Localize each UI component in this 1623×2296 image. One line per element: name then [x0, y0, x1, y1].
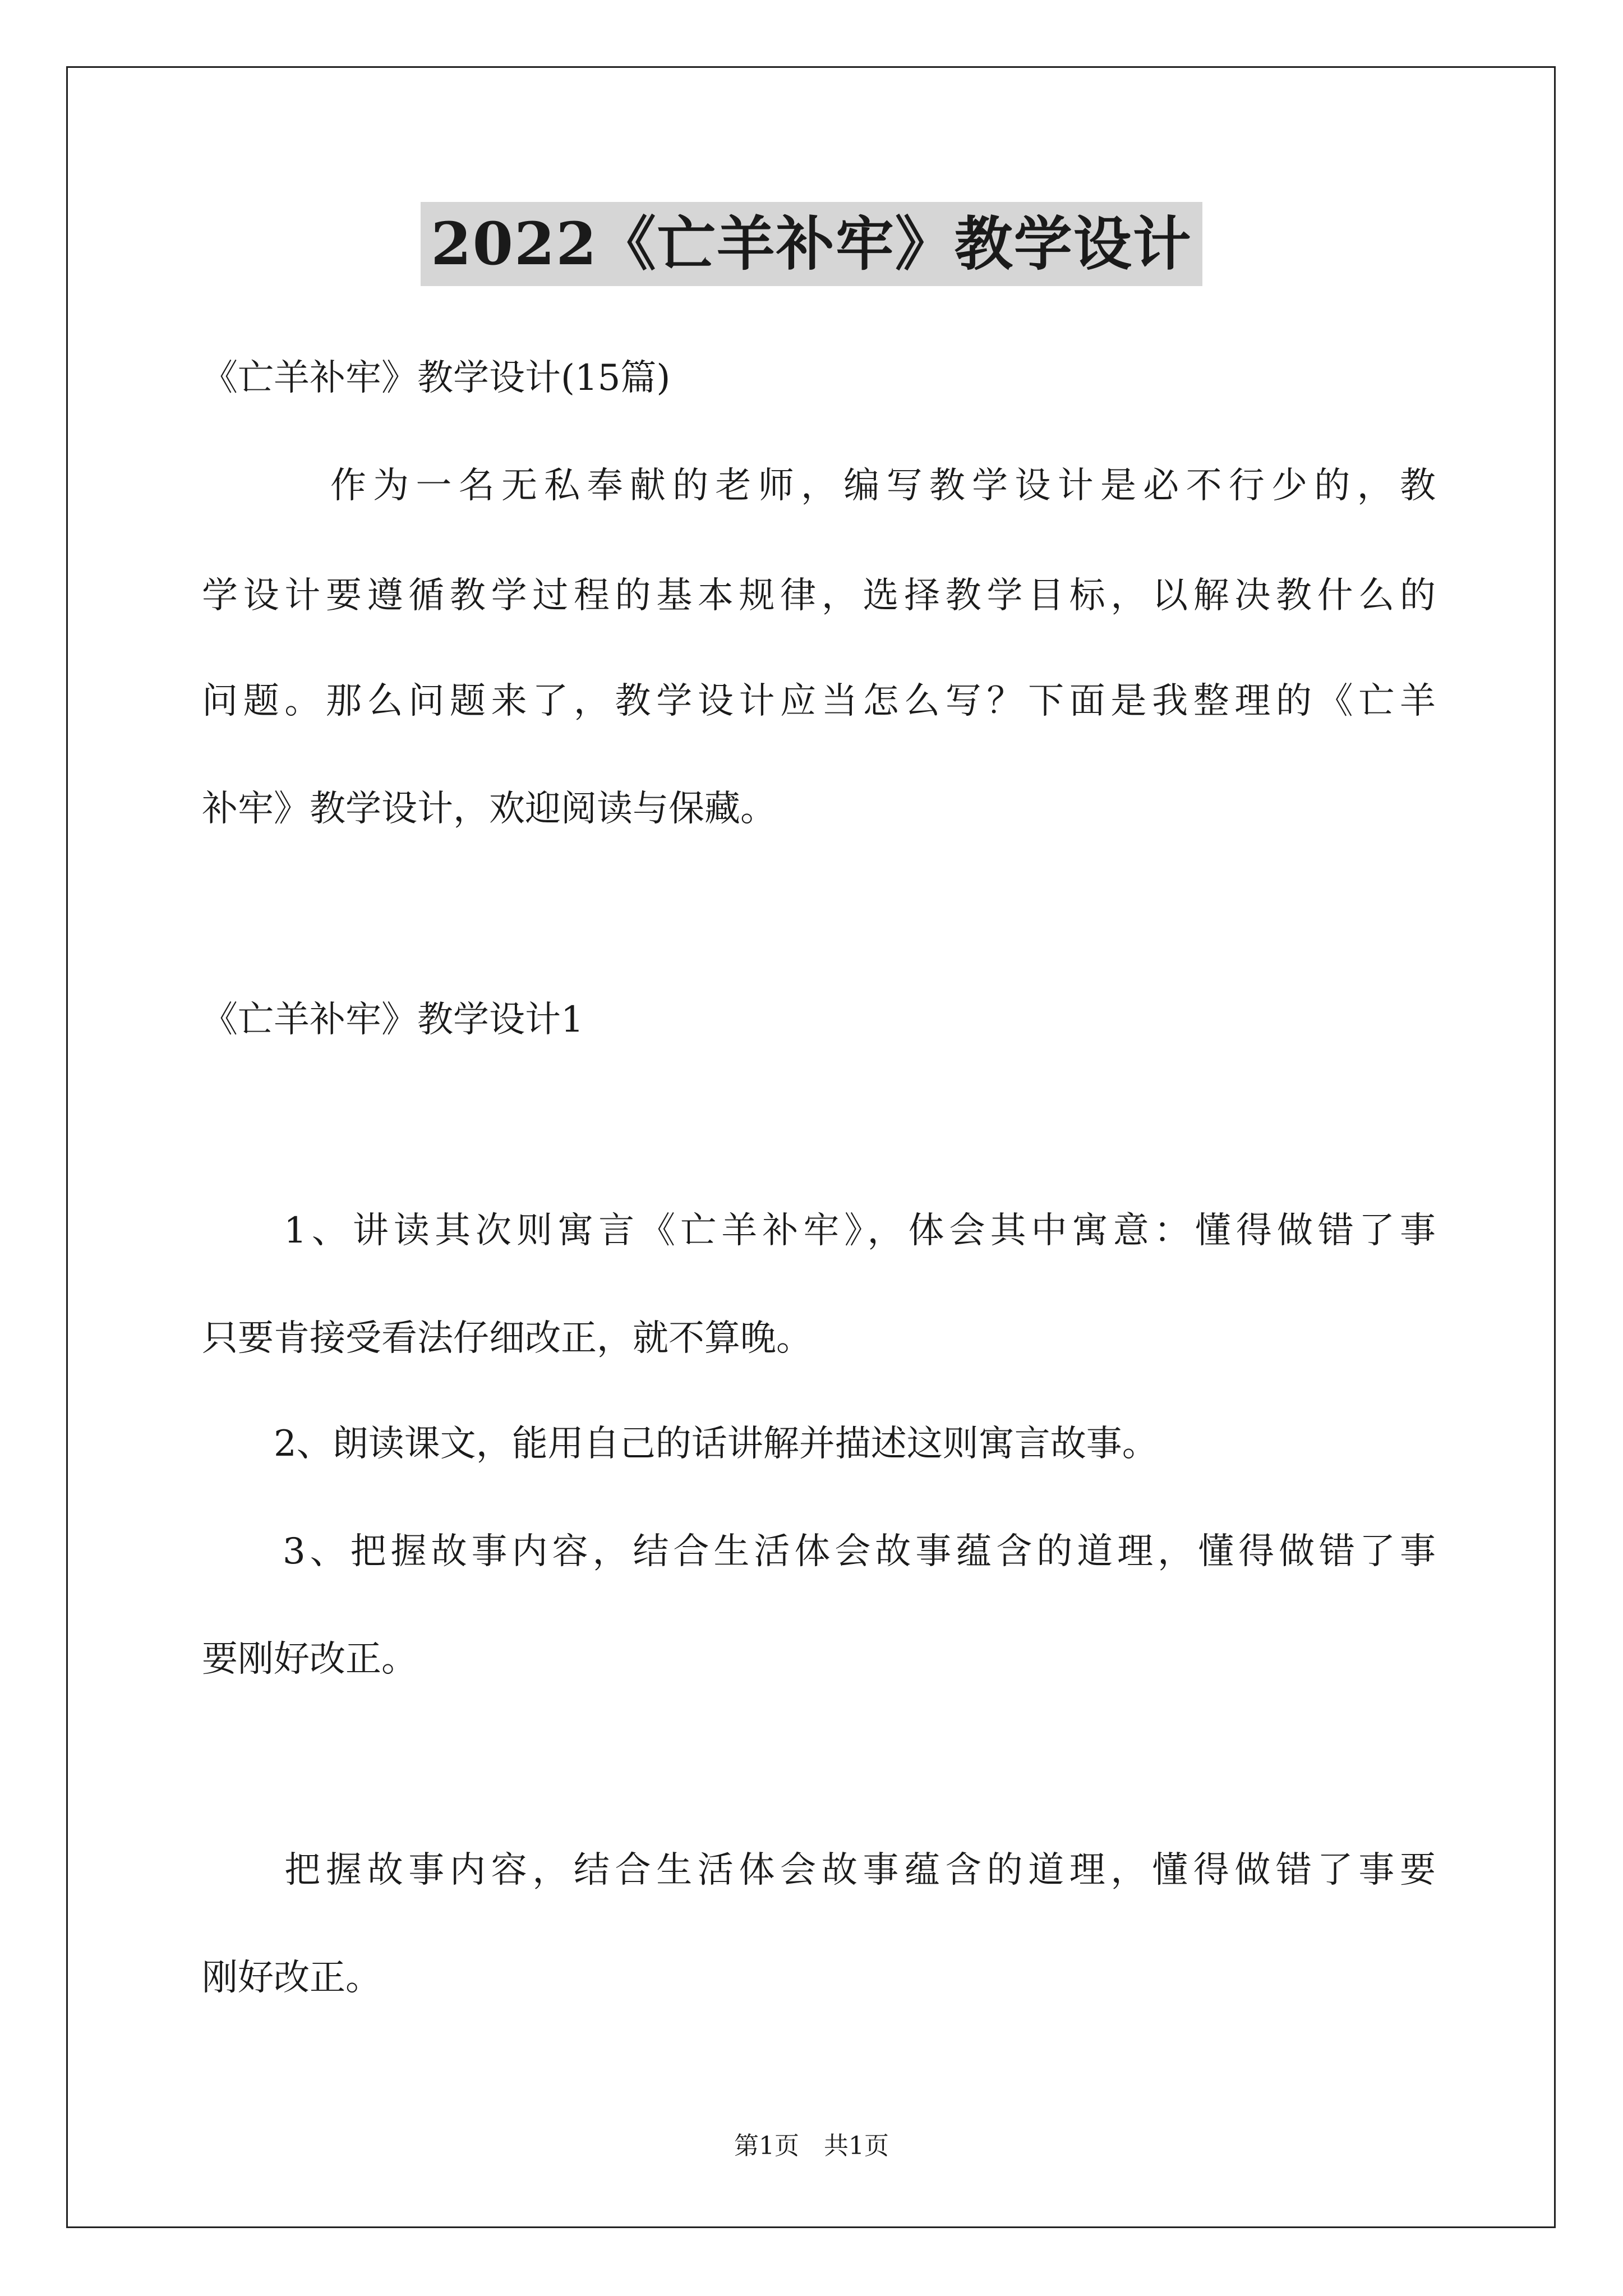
objective-line-4: 3、把握故事内容，结合生活体会故事蕴含的道理，懂得做错了事: [202, 1531, 1436, 1572]
intro-line-4: 补牢》教学设计，欢迎阅读与保藏。: [202, 788, 776, 830]
intro-line-1: 作为一名无私奉献的老师，编写教学设计是必不行少的，教: [202, 465, 1436, 507]
section-heading: 《亡羊补牢》教学设计1: [202, 999, 584, 1041]
page-title: 2022《亡羊补牢》教学设计: [421, 202, 1202, 286]
objective-line-1: 1、讲读其次则寓言《亡羊补牢》，体会其中寓意：懂得做错了事: [202, 1210, 1436, 1251]
intro-line-2: 学设计要遵循教学过程的基本规律，选择教学目标，以解决教什么的: [202, 575, 1436, 616]
intro-line-3: 问题。那么问题来了，教学设计应当怎么写？下面是我整理的《亡羊: [202, 680, 1436, 722]
subtitle: 《亡羊补牢》教学设计(15篇): [202, 357, 671, 399]
key-point-line-2: 刚好改正。: [202, 1957, 381, 1999]
objective-line-3: 2、朗读课文，能用自己的话讲解并描述这则寓言故事。: [202, 1423, 1158, 1465]
page-footer: 第1页 共1页: [734, 2132, 889, 2160]
objective-line-5: 要刚好改正。: [202, 1639, 417, 1680]
key-point-line-1: 把握故事内容，结合生活体会故事蕴含的道理，懂得做错了事要: [202, 1849, 1436, 1891]
title-container: [0, 202, 1623, 286]
objective-line-2: 只要肯接受看法仔细改正，就不算晚。: [202, 1318, 812, 1359]
